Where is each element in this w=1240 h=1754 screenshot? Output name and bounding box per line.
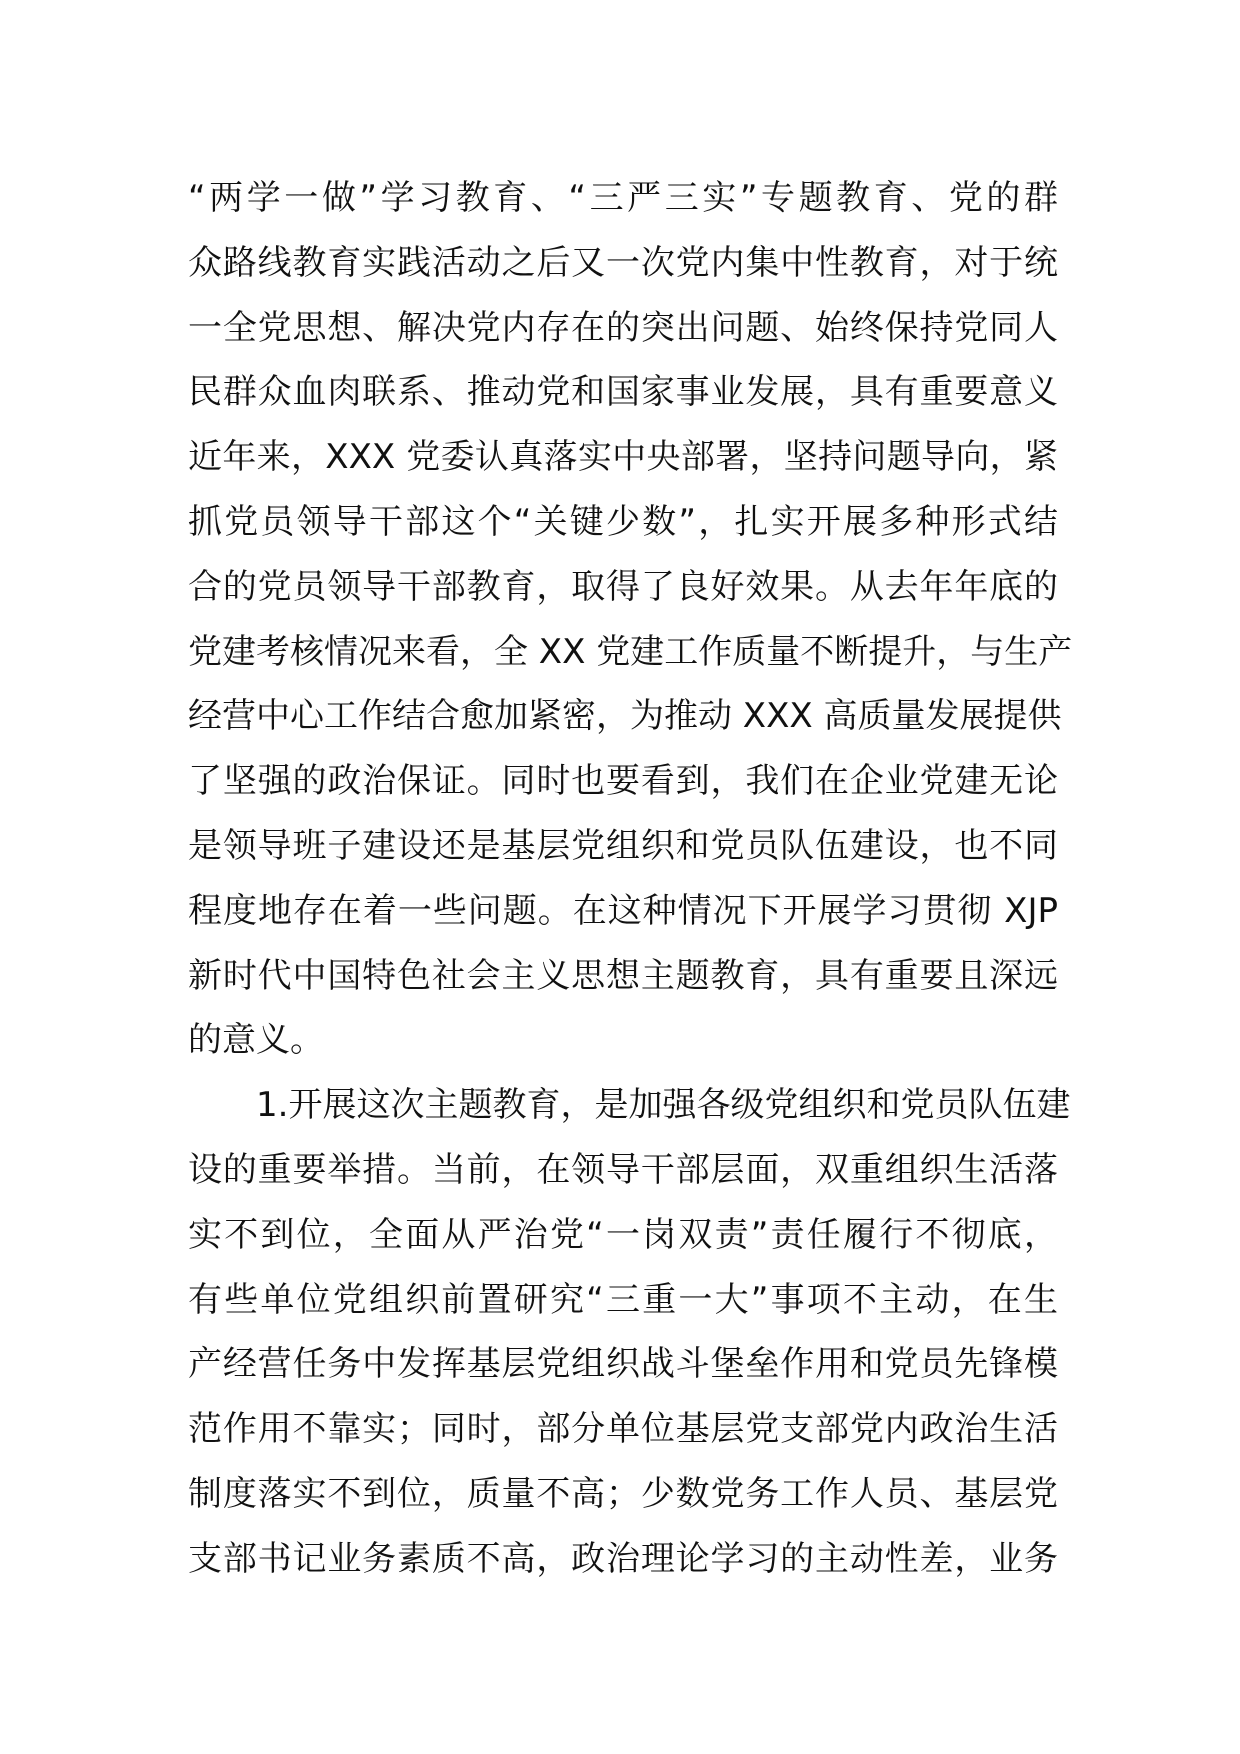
text-line: 众路线教育实践活动之后又一次党内集中性教育，对于统 [188, 242, 1058, 283]
document-body [188, 166, 1073, 1592]
paragraph-2 [188, 1073, 1071, 1591]
text-line: 民群众血肉联系、推动党和国家事业发展，具有重要意义 [188, 372, 1058, 413]
text-line: 近年来，XXX 党委认真落实中央部署，坚持问题导向，紧 [188, 437, 1058, 478]
text-line: 抓党员领导干部这个“关键少数”，扎实开展多种形式结 [188, 501, 1058, 542]
text-line: 合的党员领导干部教育，取得了良好效果。从去年年底的 [188, 566, 1058, 607]
text-line: 程度地存在着一些问题。在这种情况下开展学习贯彻 XJP [188, 890, 1058, 931]
text-line: 1.开展这次主题教育，是加强各级党组织和党员队伍建 [256, 1085, 1071, 1126]
paragraph-1 [188, 166, 1073, 1073]
text-line: 一全党思想、解决党内存在的突出问题、始终保持党同人 [188, 307, 1058, 348]
text-line: 范作用不靠实；同时，部分单位基层党支部党内政治生活 [188, 1409, 1058, 1450]
text-line: 设的重要举措。当前，在领导干部层面，双重组织生活落 [188, 1149, 1058, 1190]
text-line: 是领导班子建设还是基层党组织和党员队伍建设，也不同 [188, 825, 1058, 866]
text-line: 的意义。 [188, 1020, 324, 1061]
text-line: 产经营任务中发挥基层党组织战斗堡垒作用和党员先锋模 [188, 1344, 1058, 1385]
text-line: 新时代中国特色社会主义思想主题教育，具有重要且深远 [188, 955, 1058, 996]
text-line: 支部书记业务素质不高，政治理论学习的主动性差，业务 [188, 1538, 1058, 1579]
text-line: “两学一做”学习教育、“三严三实”专题教育、党的群 [188, 178, 1058, 218]
text-line: 了坚强的政治保证。同时也要看到，我们在企业党建无论 [188, 761, 1058, 802]
text-line: 实不到位，全面从严治党“一岗双责”责任履行不彻底， [188, 1214, 1058, 1255]
text-line: 有些单位党组织前置研究“三重一大”事项不主动，在生 [188, 1279, 1058, 1320]
text-line: 经营中心工作结合愈加紧密，为推动 XXX 高质量发展提供 [188, 696, 1062, 737]
text-line: 党建考核情况来看，全 XX 党建工作质量不断提升，与生产 [188, 631, 1073, 672]
text-line: 制度落实不到位，质量不高；少数党务工作人员、基层党 [188, 1473, 1058, 1514]
